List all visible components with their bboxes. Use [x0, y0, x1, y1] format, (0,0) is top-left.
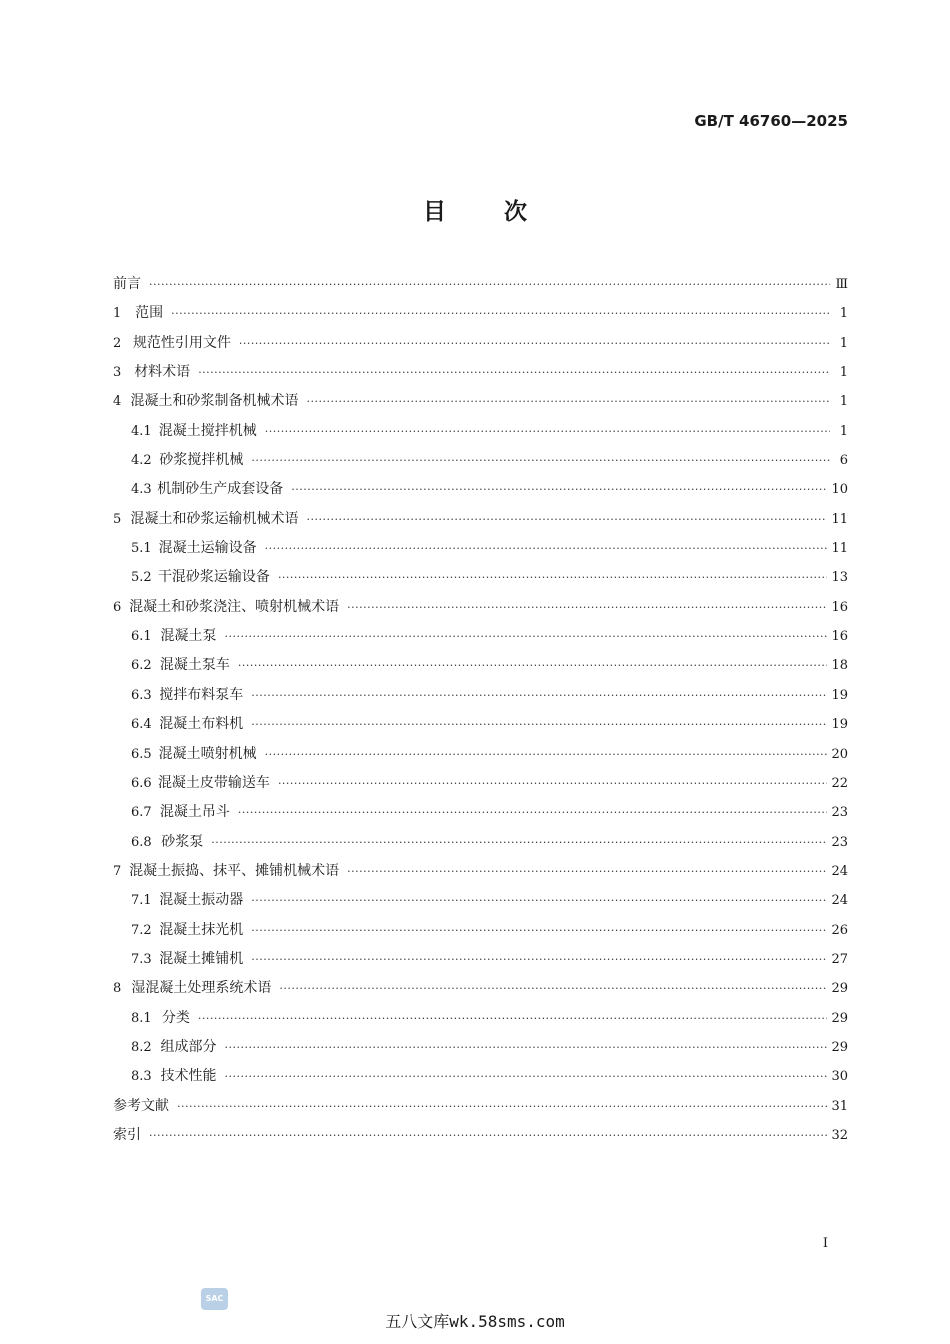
toc-entry-page: 1	[839, 423, 848, 439]
toc-entry-label: 混凝土摊铺机	[159, 950, 244, 967]
toc-leader-dots	[251, 681, 827, 710]
toc-entry-number: 4.1	[131, 423, 152, 439]
page-title	[0, 193, 950, 226]
toc-entry-label: 前言	[113, 276, 141, 292]
toc-entry-label: 技术性能	[160, 1068, 217, 1085]
toc-entry-label: 混凝土和砂浆浇注、喷射机械术语	[129, 598, 340, 615]
toc-entry-number: 8.3	[131, 1069, 152, 1085]
toc-leader-dots	[347, 593, 827, 622]
toc-entry[interactable]	[113, 358, 848, 387]
footer-watermark: 五八文库wk.58sms.com	[385, 1312, 565, 1331]
toc-leader-dots	[291, 475, 827, 504]
toc-entry-label: 材料术语	[134, 364, 191, 381]
toc-leader-dots	[279, 974, 827, 1003]
toc-entry-page: 1	[839, 335, 848, 351]
toc-subentry[interactable]	[113, 622, 848, 651]
toc-entry-page: 1	[839, 394, 848, 410]
toc-entry[interactable]	[113, 593, 848, 622]
toc-leader-dots	[225, 622, 828, 651]
toc-entry-number: 6.4	[131, 717, 152, 733]
toc-entry-number: 6.8	[131, 834, 152, 850]
toc-leader-dots	[306, 505, 827, 534]
toc-entry-page: 1	[839, 306, 848, 322]
toc-entry-number: 5.2	[131, 570, 152, 586]
toc-entry[interactable]	[113, 329, 848, 358]
toc-leader-dots	[278, 769, 828, 798]
toc-entry-page: 10	[831, 482, 848, 498]
toc-entry-label: 混凝土布料机	[159, 716, 244, 733]
toc-entry-page: 6	[839, 453, 848, 469]
toc-entry-label: 范围	[135, 305, 164, 322]
title-char-2: 次	[504, 199, 527, 225]
toc-entry-label: 混凝土泵	[160, 628, 217, 645]
toc-entry-label: 混凝土振捣、抹平、摊铺机械术语	[129, 862, 340, 879]
toc-entry-number: 6	[113, 599, 122, 615]
toc-leader-dots	[239, 329, 830, 358]
toc-entry-label: 规范性引用文件	[132, 334, 231, 351]
toc-entry-page: 22	[831, 775, 848, 791]
toc-entry[interactable]	[113, 299, 848, 328]
toc-leader-dots	[225, 1062, 828, 1091]
page-number: I	[822, 1236, 828, 1251]
toc-entry-label: 湿混凝土处理系统术语	[131, 980, 272, 997]
toc-entry-number: 7.1	[131, 893, 152, 909]
toc-entry-number: 6.7	[131, 805, 152, 821]
toc-leader-dots	[251, 446, 830, 475]
toc-entry-number: 7.3	[131, 951, 152, 967]
toc-leader-dots	[238, 798, 828, 827]
toc-subentry[interactable]	[113, 563, 848, 592]
toc-entry-number: 8.1	[131, 1010, 152, 1026]
toc-leader-dots	[251, 945, 827, 974]
toc-subentry[interactable]	[113, 1004, 848, 1033]
table-of-contents	[113, 270, 848, 1150]
toc-entry[interactable]	[113, 1092, 848, 1121]
toc-leader-dots	[347, 857, 827, 886]
toc-entry-page: 16	[831, 629, 848, 645]
toc-leader-dots	[251, 916, 827, 945]
toc-entry-page: 19	[831, 717, 848, 733]
toc-entry-number: 6.3	[131, 687, 152, 703]
toc-leader-dots	[149, 1121, 827, 1150]
toc-entry-label: 混凝土运输设备	[158, 540, 257, 557]
toc-entry-number: 6.5	[131, 746, 152, 762]
toc-leader-dots	[171, 299, 830, 328]
toc-entry-label: 干混砂浆运输设备	[157, 569, 270, 586]
toc-leader-dots	[225, 1033, 828, 1062]
toc-entry-page: Ⅲ	[835, 277, 848, 292]
toc-subentry[interactable]	[113, 534, 848, 563]
toc-entry-label: 混凝土和砂浆制备机械术语	[130, 393, 299, 410]
toc-entry-number: 2	[113, 335, 122, 351]
toc-leader-dots	[265, 740, 828, 769]
toc-entry-page: 13	[831, 570, 848, 586]
toc-entry-number: 6.1	[131, 629, 152, 645]
toc-entry-number: 1	[113, 306, 122, 322]
toc-entry-label: 混凝土泵车	[159, 657, 230, 674]
toc-leader-dots	[238, 651, 828, 680]
toc-subentry[interactable]	[113, 740, 848, 769]
title-char-1: 目	[423, 199, 446, 225]
toc-entry-label: 混凝土振动器	[159, 892, 244, 909]
toc-subentry[interactable]	[113, 1033, 848, 1062]
toc-leader-dots	[251, 886, 827, 915]
standard-code: GB/T 46760—2025	[694, 112, 848, 130]
toc-entry-page: 20	[831, 746, 848, 762]
toc-entry-page: 29	[831, 981, 848, 997]
toc-entry-label: 混凝土皮带输送车	[157, 774, 270, 791]
toc-entry-page: 18	[831, 658, 848, 674]
toc-entry-page: 29	[831, 1039, 848, 1055]
toc-entry-label: 混凝土喷射机械	[158, 745, 257, 762]
toc-leader-dots	[211, 828, 827, 857]
toc-entry-label: 参考文献	[113, 1097, 169, 1114]
toc-entry-label: 机制砂生产成套设备	[157, 481, 284, 498]
toc-entry-page: 11	[831, 541, 848, 557]
toc-entry[interactable]	[113, 505, 848, 534]
toc-entry[interactable]	[113, 1121, 848, 1150]
toc-entry-page: 24	[831, 893, 848, 909]
toc-leader-dots	[198, 358, 830, 387]
toc-subentry[interactable]	[113, 886, 848, 915]
toc-entry-page: 31	[831, 1098, 848, 1114]
toc-entry-number: 5	[113, 511, 122, 527]
toc-entry-page: 23	[831, 805, 848, 821]
toc-subentry[interactable]	[113, 945, 848, 974]
toc-entry-number: 7.2	[131, 922, 152, 938]
toc-subentry[interactable]	[113, 1062, 848, 1091]
toc-leader-dots	[278, 563, 828, 592]
toc-entry-label: 搅拌布料泵车	[159, 686, 244, 703]
toc-subentry[interactable]	[113, 417, 848, 446]
toc-subentry[interactable]	[113, 475, 848, 504]
toc-entry-number: 3	[113, 365, 122, 381]
toc-entry-number: 4.3	[131, 482, 152, 498]
toc-entry-number: 5.1	[131, 541, 152, 557]
toc-entry-label: 索引	[113, 1126, 141, 1143]
toc-leader-dots	[307, 387, 830, 416]
toc-entry-number: 8.2	[131, 1039, 152, 1055]
toc-entry-page: 24	[831, 863, 848, 879]
toc-entry-label: 混凝土和砂浆运输机械术语	[130, 510, 299, 527]
toc-leader-dots	[265, 534, 828, 563]
toc-entry-number: 4.2	[131, 453, 152, 469]
toc-entry-page: 16	[831, 599, 848, 615]
toc-subentry[interactable]	[113, 828, 848, 857]
toc-entry-label: 混凝土抹光机	[159, 921, 244, 938]
toc-leader-dots	[177, 1092, 827, 1121]
toc-entry-label: 组成部分	[160, 1038, 217, 1055]
toc-subentry[interactable]	[113, 798, 848, 827]
toc-subentry[interactable]	[113, 446, 848, 475]
toc-subentry[interactable]	[113, 681, 848, 710]
toc-subentry[interactable]	[113, 916, 848, 945]
toc-entry-number: 6.6	[131, 775, 152, 791]
toc-entry[interactable]	[113, 857, 848, 886]
toc-entry[interactable]	[113, 270, 848, 299]
toc-subentry[interactable]	[113, 651, 848, 680]
toc-entry-label: 混凝土吊斗	[159, 804, 230, 821]
toc-entry-page: 27	[831, 951, 848, 967]
toc-entry-number: 6.2	[131, 658, 152, 674]
toc-entry-number: 4	[113, 394, 122, 410]
toc-leader-dots	[265, 417, 830, 446]
toc-leader-dots	[251, 710, 827, 739]
toc-entry-label: 混凝土搅拌机械	[158, 422, 257, 439]
toc-entry-page: 26	[831, 922, 848, 938]
toc-entry-page: 32	[831, 1127, 848, 1143]
toc-entry[interactable]	[113, 387, 848, 416]
toc-leader-dots	[198, 1004, 828, 1033]
toc-entry-page: 23	[831, 834, 848, 850]
toc-entry-number: 8	[113, 981, 122, 997]
toc-entry-label: 砂浆泵	[161, 833, 204, 850]
toc-entry-page: 1	[839, 365, 848, 381]
toc-subentry[interactable]	[113, 769, 848, 798]
toc-entry-label: 砂浆搅拌机械	[159, 452, 244, 469]
toc-entry-page: 29	[831, 1010, 848, 1026]
toc-leader-dots	[149, 270, 830, 299]
sac-logo: SAC	[201, 1288, 228, 1310]
toc-entry-page: 19	[831, 687, 848, 703]
toc-entry-number: 7	[113, 863, 122, 879]
toc-entry[interactable]	[113, 974, 848, 1003]
toc-entry-page: 30	[831, 1069, 848, 1085]
toc-entry-page: 11	[831, 511, 848, 527]
toc-subentry[interactable]	[113, 710, 848, 739]
toc-entry-label: 分类	[161, 1009, 190, 1026]
